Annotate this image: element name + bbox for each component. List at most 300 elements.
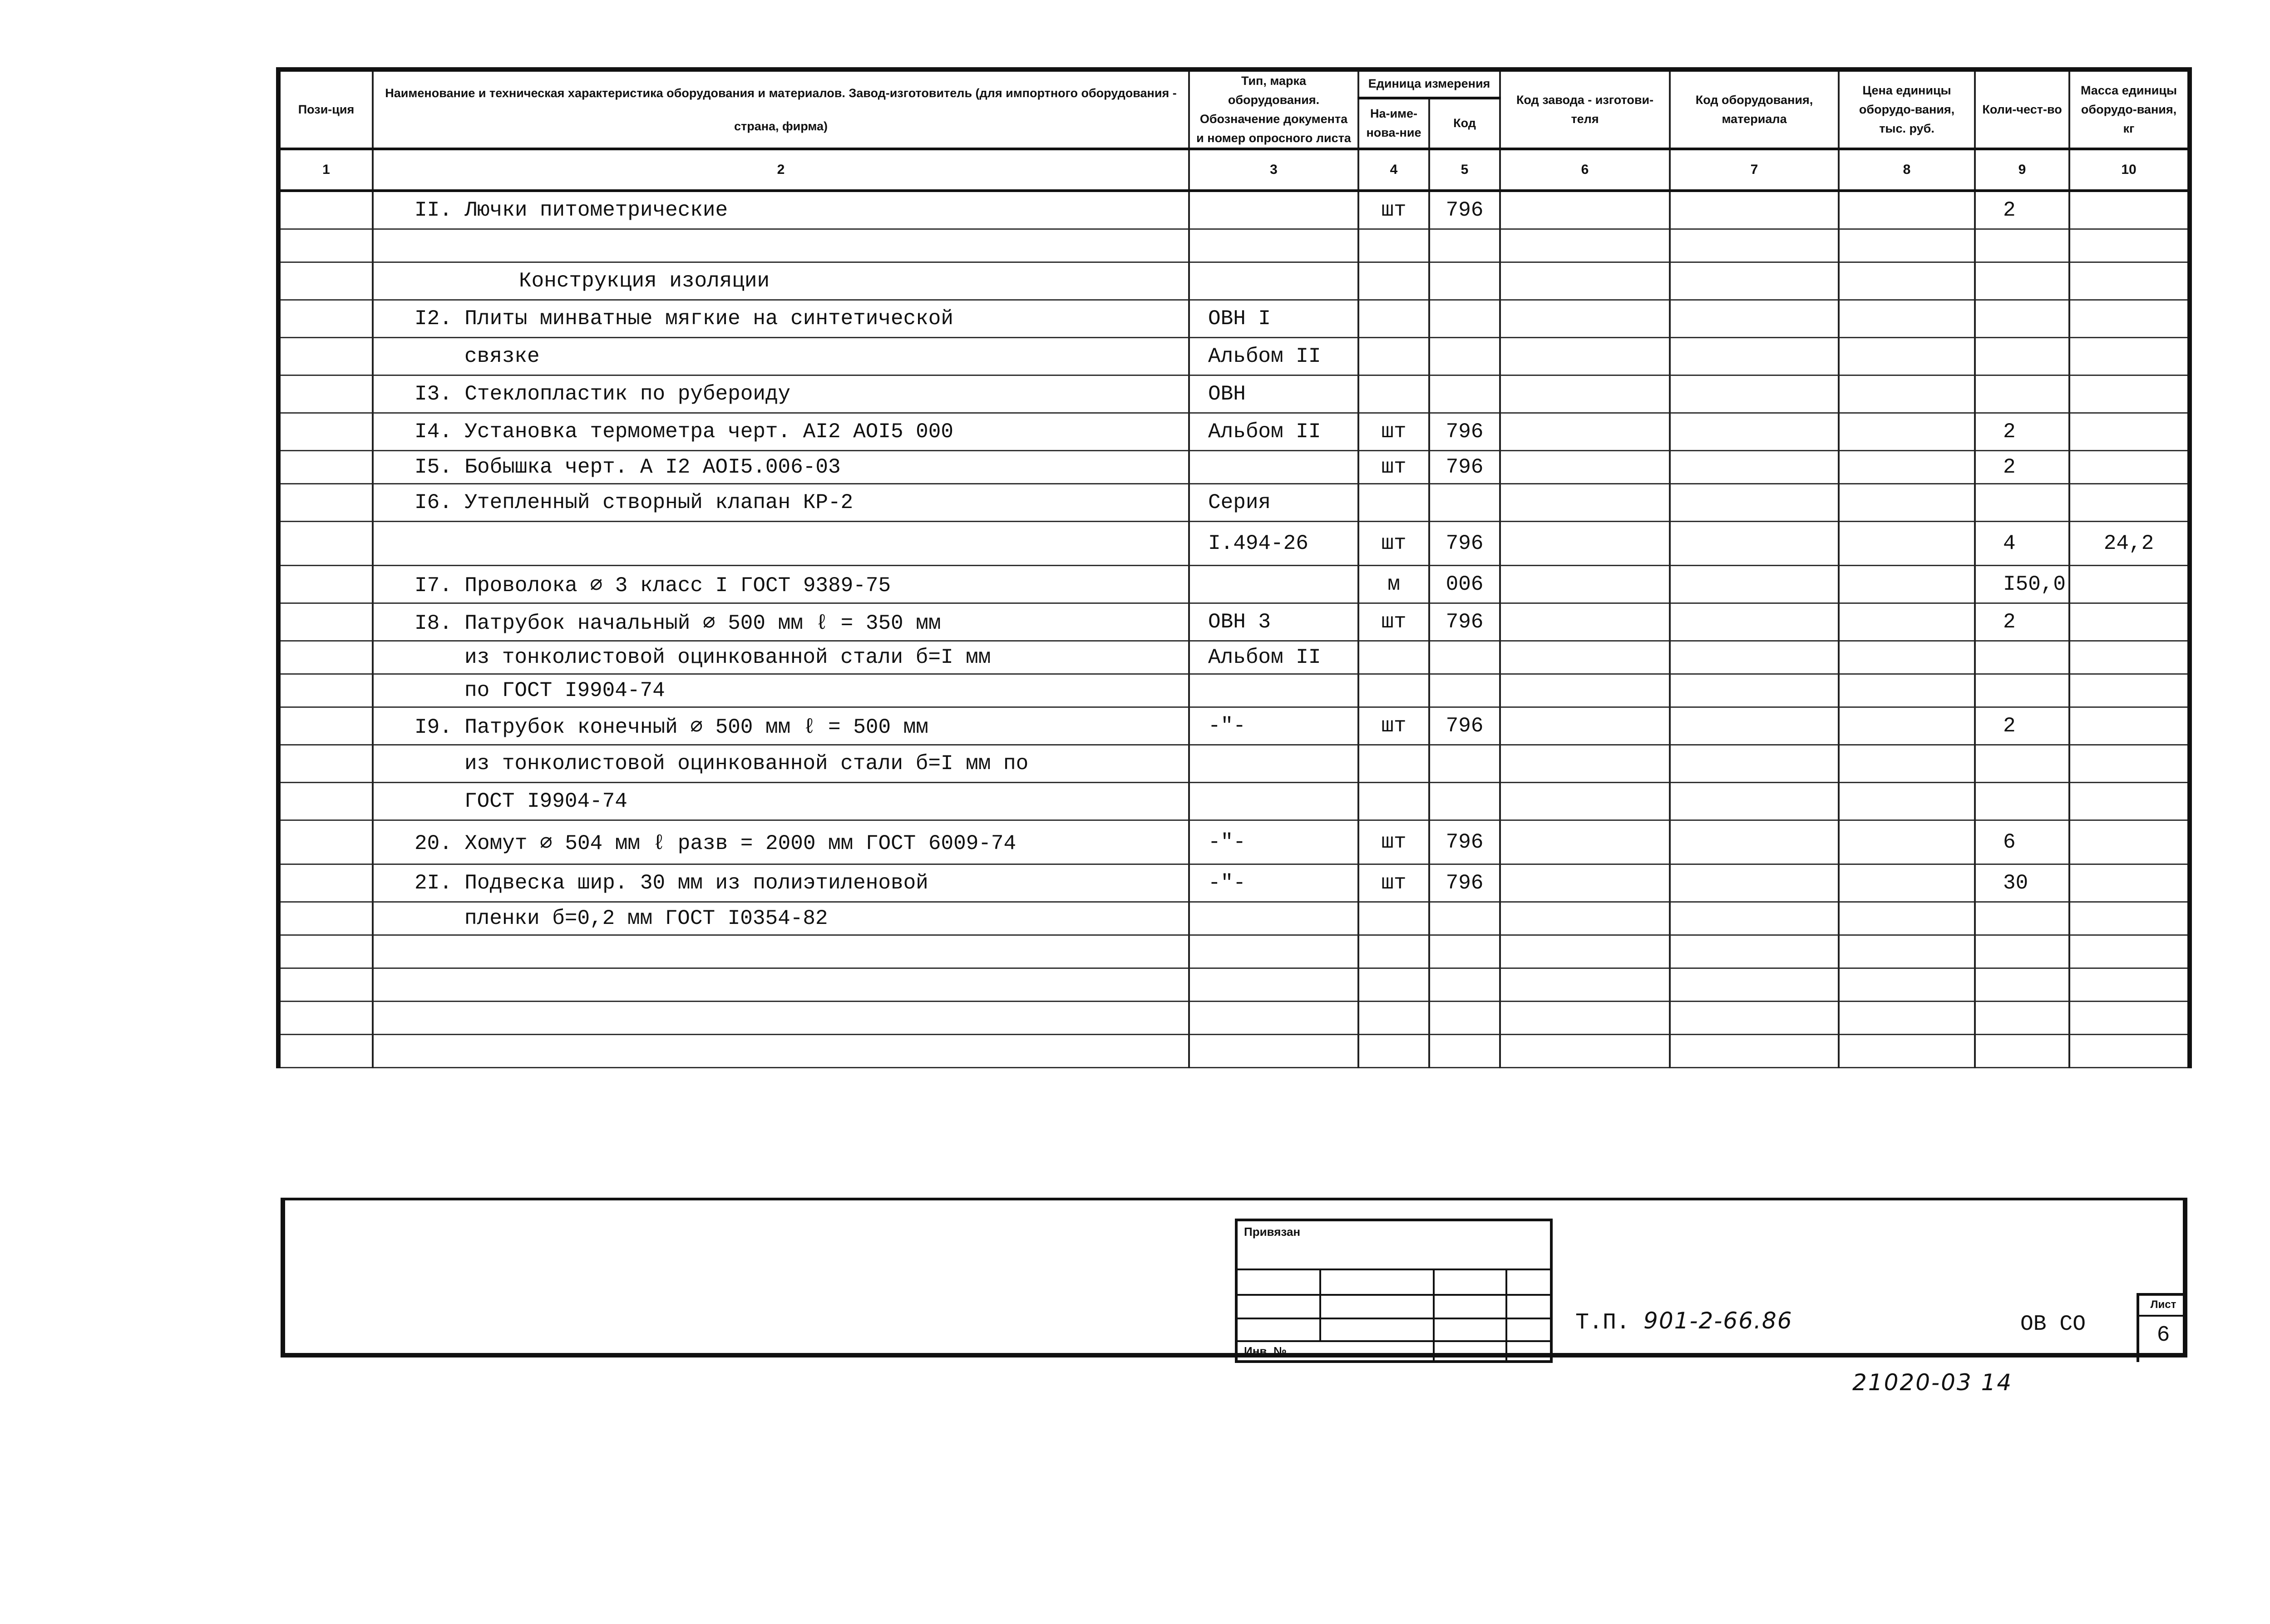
cell-doc (1189, 451, 1358, 484)
designation-prefix: Т.П. (1575, 1310, 1630, 1336)
cell-equipment-code (1670, 300, 1839, 338)
cell-mass (2069, 603, 2190, 641)
cell-position (278, 745, 373, 783)
cell-equipment-code (1670, 820, 1839, 864)
column-number: 4 (1358, 149, 1429, 191)
sheet-number: 6 (2156, 1323, 2170, 1348)
stamp-divider (1319, 1269, 1321, 1340)
cell-price (1839, 413, 1975, 451)
header-plant-code: Код завода - изготови-теля (1500, 69, 1670, 149)
table-row (278, 229, 2190, 262)
cell-doc: ОВН (1189, 375, 1358, 413)
cell-unit (1358, 262, 1429, 300)
cell-equipment-code (1670, 935, 1839, 968)
cell-price (1839, 484, 1975, 522)
cell-quantity: 6 (1975, 820, 2069, 864)
cell-equipment-code (1670, 783, 1839, 820)
cell-equipment-code (1670, 968, 1839, 1002)
cell-position (278, 191, 373, 229)
cell-quantity (1975, 902, 2069, 935)
cell-mass (2069, 641, 2190, 674)
cell-unit (1358, 783, 1429, 820)
header-unit-code: Код (1429, 98, 1500, 149)
cell-equipment-code (1670, 375, 1839, 413)
table-row (278, 902, 2190, 935)
cell-position (278, 262, 373, 300)
cell-doc: ОВН 3 (1189, 603, 1358, 641)
column-number: 10 (2069, 149, 2190, 191)
cell-plant-code (1500, 1035, 1670, 1068)
table-row-section (278, 262, 2190, 300)
cell-doc (1189, 935, 1358, 968)
cell-plant-code (1500, 375, 1670, 413)
cell-position (278, 229, 373, 262)
cell-plant-code (1500, 745, 1670, 783)
cell-price (1839, 300, 1975, 338)
cell-price (1839, 745, 1975, 783)
cell-unit-code: 006 (1429, 566, 1500, 603)
header-unit-name: На-име-нова-ние (1358, 98, 1429, 149)
cell-position (278, 300, 373, 338)
cell-doc: -"- (1189, 820, 1358, 864)
column-number: 1 (278, 149, 373, 191)
cell-quantity (1975, 338, 2069, 375)
cell-equipment-code (1670, 674, 1839, 707)
table-row (278, 413, 2190, 451)
cell-quantity (1975, 229, 2069, 262)
designation-number: 901-2-66.86 (1643, 1308, 1793, 1334)
cell-unit (1358, 300, 1429, 338)
attachment-stamp (1235, 1219, 1553, 1363)
cell-plant-code (1500, 603, 1670, 641)
cell-unit: шт (1358, 707, 1429, 745)
cell-unit (1358, 1002, 1429, 1035)
cell-doc (1189, 968, 1358, 1002)
table-row (278, 1002, 2190, 1035)
header-price: Цена единицы оборудо-вания, тыс. руб. (1839, 69, 1975, 149)
cell-unit-code (1429, 968, 1500, 1002)
cell-mass (2069, 968, 2190, 1002)
cell-mass (2069, 229, 2190, 262)
cell-doc: Альбом II (1189, 641, 1358, 674)
cell-unit (1358, 968, 1429, 1002)
cell-price (1839, 603, 1975, 641)
cell-name: 20. Хомут ∅ 504 мм ℓ разв = 2000 мм ГОСТ 6009-74 (373, 820, 1189, 864)
cell-price (1839, 191, 1975, 229)
cell-price (1839, 935, 1975, 968)
cell-quantity (1975, 745, 2069, 783)
cell-name: I2. Плиты минватные мягкие на синтетической (373, 300, 1189, 338)
cell-unit-code: 796 (1429, 451, 1500, 484)
cell-name (373, 1035, 1189, 1068)
cell-unit-code (1429, 229, 1500, 262)
archive-number: 21020-03 14 (1852, 1369, 2013, 1396)
header-name: Наименование и техническая характеристика оборудования и материалов. Завод-изготовитель (для импортного оборудования - страна, фирма) (373, 69, 1189, 149)
stamp-divider (1505, 1269, 1507, 1363)
document-designation (1575, 1308, 1793, 1336)
cell-mass (2069, 707, 2190, 745)
cell-name (373, 229, 1189, 262)
cell-mass (2069, 566, 2190, 603)
cell-quantity (1975, 375, 2069, 413)
cell-name: из тонколистовой оцинкованной стали б=I мм по (373, 745, 1189, 783)
cell-doc: -"- (1189, 864, 1358, 902)
column-number: 3 (1189, 149, 1358, 191)
cell-plant-code (1500, 338, 1670, 375)
header-quantity: Коли-чест-во (1975, 69, 2069, 149)
table-row (278, 375, 2190, 413)
cell-equipment-code (1670, 484, 1839, 522)
cell-quantity: 2 (1975, 707, 2069, 745)
cell-unit-code (1429, 1002, 1500, 1035)
cell-quantity: 2 (1975, 451, 2069, 484)
cell-equipment-code (1670, 1035, 1839, 1068)
cell-doc (1189, 1002, 1358, 1035)
cell-equipment-code (1670, 413, 1839, 451)
cell-unit-code (1429, 1035, 1500, 1068)
cell-mass (2069, 451, 2190, 484)
table-row (278, 1035, 2190, 1068)
cell-mass (2069, 745, 2190, 783)
cell-price (1839, 674, 1975, 707)
cell-unit: шт (1358, 413, 1429, 451)
cell-unit-code (1429, 902, 1500, 935)
cell-unit (1358, 745, 1429, 783)
cell-unit-code (1429, 262, 1500, 300)
cell-mass (2069, 375, 2190, 413)
table-row (278, 603, 2190, 641)
cell-doc (1189, 902, 1358, 935)
header-unit-group: Единица измерения (1358, 69, 1500, 98)
table-row (278, 783, 2190, 820)
cell-mass (2069, 674, 2190, 707)
table-row (278, 745, 2190, 783)
cell-equipment-code (1670, 338, 1839, 375)
column-number: 8 (1839, 149, 1975, 191)
cell-plant-code (1500, 191, 1670, 229)
cell-quantity (1975, 262, 2069, 300)
cell-unit (1358, 1035, 1429, 1068)
table-row (278, 191, 2190, 229)
table-body (278, 191, 2190, 1068)
cell-plant-code (1500, 1002, 1670, 1035)
cell-doc: Альбом II (1189, 413, 1358, 451)
stamp-line (1238, 1318, 1550, 1319)
cell-equipment-code (1670, 566, 1839, 603)
cell-quantity (1975, 641, 2069, 674)
table-row (278, 641, 2190, 674)
cell-equipment-code (1670, 1002, 1839, 1035)
cell-equipment-code (1670, 641, 1839, 674)
header-position: Пози-ция (278, 69, 373, 149)
cell-unit (1358, 674, 1429, 707)
cell-name (373, 935, 1189, 968)
cell-doc (1189, 229, 1358, 262)
cell-unit-code (1429, 484, 1500, 522)
cell-unit-code (1429, 375, 1500, 413)
header-equipment-code: Код оборудования, материала (1670, 69, 1839, 149)
cell-price (1839, 566, 1975, 603)
cell-quantity: I50,0 (1975, 566, 2069, 603)
cell-doc: ОВН I (1189, 300, 1358, 338)
header-type: Тип, марка оборудования. Обозначение документа и номер опросного листа (1189, 69, 1358, 149)
cell-mass (2069, 262, 2190, 300)
cell-equipment-code (1670, 229, 1839, 262)
cell-price (1839, 1002, 1975, 1035)
cell-equipment-code (1670, 707, 1839, 745)
cell-quantity (1975, 783, 2069, 820)
table-row (278, 674, 2190, 707)
cell-unit (1358, 375, 1429, 413)
cell-mass: 24,2 (2069, 522, 2190, 566)
cell-mass (2069, 1035, 2190, 1068)
cell-doc: Серия (1189, 484, 1358, 522)
cell-price (1839, 262, 1975, 300)
cell-plant-code (1500, 484, 1670, 522)
cell-equipment-code (1670, 191, 1839, 229)
cell-plant-code (1500, 902, 1670, 935)
cell-price (1839, 641, 1975, 674)
column-number: 2 (373, 149, 1189, 191)
cell-plant-code (1500, 566, 1670, 603)
cell-mass (2069, 902, 2190, 935)
cell-unit: шт (1358, 191, 1429, 229)
cell-unit (1358, 338, 1429, 375)
cell-mass (2069, 338, 2190, 375)
column-number: 7 (1670, 149, 1839, 191)
cell-plant-code (1500, 641, 1670, 674)
cell-price (1839, 451, 1975, 484)
cell-doc: Альбом II (1189, 338, 1358, 375)
cell-price (1839, 820, 1975, 864)
cell-unit-code (1429, 338, 1500, 375)
cell-quantity (1975, 1035, 2069, 1068)
stamp-line (1238, 1269, 1550, 1270)
cell-unit-code: 796 (1429, 413, 1500, 451)
cell-price (1839, 229, 1975, 262)
cell-position (278, 707, 373, 745)
cell-plant-code (1500, 522, 1670, 566)
table-row (278, 451, 2190, 484)
cell-unit (1358, 229, 1429, 262)
cell-position (278, 413, 373, 451)
cell-plant-code (1500, 864, 1670, 902)
cell-price (1839, 707, 1975, 745)
cell-unit-code: 796 (1429, 864, 1500, 902)
cell-mass (2069, 191, 2190, 229)
cell-unit-code: 796 (1429, 707, 1500, 745)
cell-name: из тонколистовой оцинкованной стали б=I мм (373, 641, 1189, 674)
cell-quantity (1975, 300, 2069, 338)
cell-mass (2069, 864, 2190, 902)
table-row (278, 484, 2190, 522)
cell-unit-code (1429, 935, 1500, 968)
cell-position (278, 783, 373, 820)
cell-doc (1189, 1035, 1358, 1068)
cell-unit: шт (1358, 864, 1429, 902)
cell-unit-code: 796 (1429, 603, 1500, 641)
table-row (278, 820, 2190, 864)
cell-unit (1358, 484, 1429, 522)
header-row (278, 69, 2190, 98)
cell-plant-code (1500, 674, 1670, 707)
cell-plant-code (1500, 783, 1670, 820)
cell-doc (1189, 566, 1358, 603)
cell-quantity: 30 (1975, 864, 2069, 902)
cell-position (278, 935, 373, 968)
cell-name: I8. Патрубок начальный ∅ 500 мм ℓ = 350 мм (373, 603, 1189, 641)
cell-position (278, 566, 373, 603)
cell-name: I3. Стеклопластик по рубероиду (373, 375, 1189, 413)
cell-plant-code (1500, 229, 1670, 262)
cell-quantity (1975, 484, 2069, 522)
cell-price (1839, 1035, 1975, 1068)
cell-mass (2069, 300, 2190, 338)
cell-mass (2069, 820, 2190, 864)
cell-plant-code (1500, 300, 1670, 338)
cell-price (1839, 902, 1975, 935)
cell-name: I5. Бобышка черт. А I2 АОI5.006-03 (373, 451, 1189, 484)
cell-unit: шт (1358, 603, 1429, 641)
cell-mass (2069, 413, 2190, 451)
cell-unit-code (1429, 641, 1500, 674)
cell-name: по ГОСТ I9904-74 (373, 674, 1189, 707)
cell-position (278, 1035, 373, 1068)
cell-plant-code (1500, 820, 1670, 864)
cell-name: I4. Установка термометра черт. АI2 АОI5 000 (373, 413, 1189, 451)
cell-price (1839, 783, 1975, 820)
title-block-frame (281, 1198, 2187, 1357)
cell-position (278, 338, 373, 375)
cell-position (278, 864, 373, 902)
cell-plant-code (1500, 451, 1670, 484)
cell-doc (1189, 262, 1358, 300)
cell-position (278, 641, 373, 674)
header-mass: Масса единицы оборудо-вания, кг (2069, 69, 2190, 149)
table-row (278, 707, 2190, 745)
cell-mass (2069, 783, 2190, 820)
cell-position (278, 674, 373, 707)
column-number: 5 (1429, 149, 1500, 191)
cell-unit (1358, 902, 1429, 935)
stamp-divider (1433, 1269, 1435, 1363)
cell-doc: I.494-26 (1189, 522, 1358, 566)
specification-table (276, 67, 2192, 1068)
cell-plant-code (1500, 968, 1670, 1002)
cell-doc (1189, 191, 1358, 229)
cell-unit-code (1429, 783, 1500, 820)
cell-plant-code (1500, 707, 1670, 745)
cell-name: связке (373, 338, 1189, 375)
cell-equipment-code (1670, 451, 1839, 484)
column-number: 6 (1500, 149, 1670, 191)
cell-quantity: 2 (1975, 191, 2069, 229)
table-row (278, 935, 2190, 968)
cell-unit-code: 796 (1429, 522, 1500, 566)
cell-doc (1189, 783, 1358, 820)
attached-label: Привязан (1244, 1225, 1301, 1239)
cell-name: II. Лючки питометрические (373, 191, 1189, 229)
cell-unit-code: 796 (1429, 820, 1500, 864)
cell-unit: м (1358, 566, 1429, 603)
cell-quantity (1975, 935, 2069, 968)
cell-quantity (1975, 968, 2069, 1002)
cell-doc (1189, 745, 1358, 783)
cell-position (278, 902, 373, 935)
cell-unit (1358, 935, 1429, 968)
cell-equipment-code (1670, 902, 1839, 935)
table-row (278, 338, 2190, 375)
inventory-label: Инв. № (1244, 1344, 1287, 1358)
table-row (278, 968, 2190, 1002)
cell-quantity: 4 (1975, 522, 2069, 566)
cell-name (373, 1002, 1189, 1035)
cell-quantity (1975, 674, 2069, 707)
cell-position (278, 484, 373, 522)
table-row (278, 522, 2190, 566)
cell-equipment-code (1670, 864, 1839, 902)
cell-plant-code (1500, 413, 1670, 451)
section-heading: Конструкция изоляции (373, 262, 1189, 300)
table-row (278, 566, 2190, 603)
sheet-label: Лист (2139, 1296, 2187, 1317)
column-number-row (278, 149, 2190, 191)
cell-name: I6. Утепленный створный клапан КР-2 (373, 484, 1189, 522)
cell-mass (2069, 935, 2190, 968)
cell-position (278, 375, 373, 413)
cell-equipment-code (1670, 262, 1839, 300)
cell-doc (1189, 674, 1358, 707)
sheet-number-box (2137, 1293, 2187, 1362)
cell-name: ГОСТ I9904-74 (373, 783, 1189, 820)
cell-unit: шт (1358, 451, 1429, 484)
cell-quantity: 2 (1975, 413, 2069, 451)
stamp-line (1238, 1294, 1550, 1296)
cell-price (1839, 864, 1975, 902)
cell-price (1839, 968, 1975, 1002)
cell-equipment-code (1670, 522, 1839, 566)
cell-unit-code (1429, 300, 1500, 338)
table-row (278, 300, 2190, 338)
cell-position (278, 1002, 373, 1035)
cell-unit-code (1429, 674, 1500, 707)
cell-unit: шт (1358, 820, 1429, 864)
cell-mass (2069, 484, 2190, 522)
cell-unit-code (1429, 745, 1500, 783)
cell-position (278, 603, 373, 641)
cell-position (278, 522, 373, 566)
cell-quantity: 2 (1975, 603, 2069, 641)
cell-price (1839, 375, 1975, 413)
cell-name: I9. Патрубок конечный ∅ 500 мм ℓ = 500 мм (373, 707, 1189, 745)
cell-name (373, 968, 1189, 1002)
cell-unit-code: 796 (1429, 191, 1500, 229)
cell-equipment-code (1670, 603, 1839, 641)
stamp-line (1238, 1340, 1550, 1342)
cell-position (278, 820, 373, 864)
cell-unit: шт (1358, 522, 1429, 566)
cell-equipment-code (1670, 745, 1839, 783)
cell-position (278, 451, 373, 484)
column-number: 9 (1975, 149, 2069, 191)
cell-mass (2069, 1002, 2190, 1035)
sheet-code: ОВ СО (2020, 1312, 2086, 1337)
cell-price (1839, 522, 1975, 566)
cell-unit (1358, 641, 1429, 674)
cell-plant-code (1500, 935, 1670, 968)
cell-plant-code (1500, 262, 1670, 300)
cell-doc: -"- (1189, 707, 1358, 745)
